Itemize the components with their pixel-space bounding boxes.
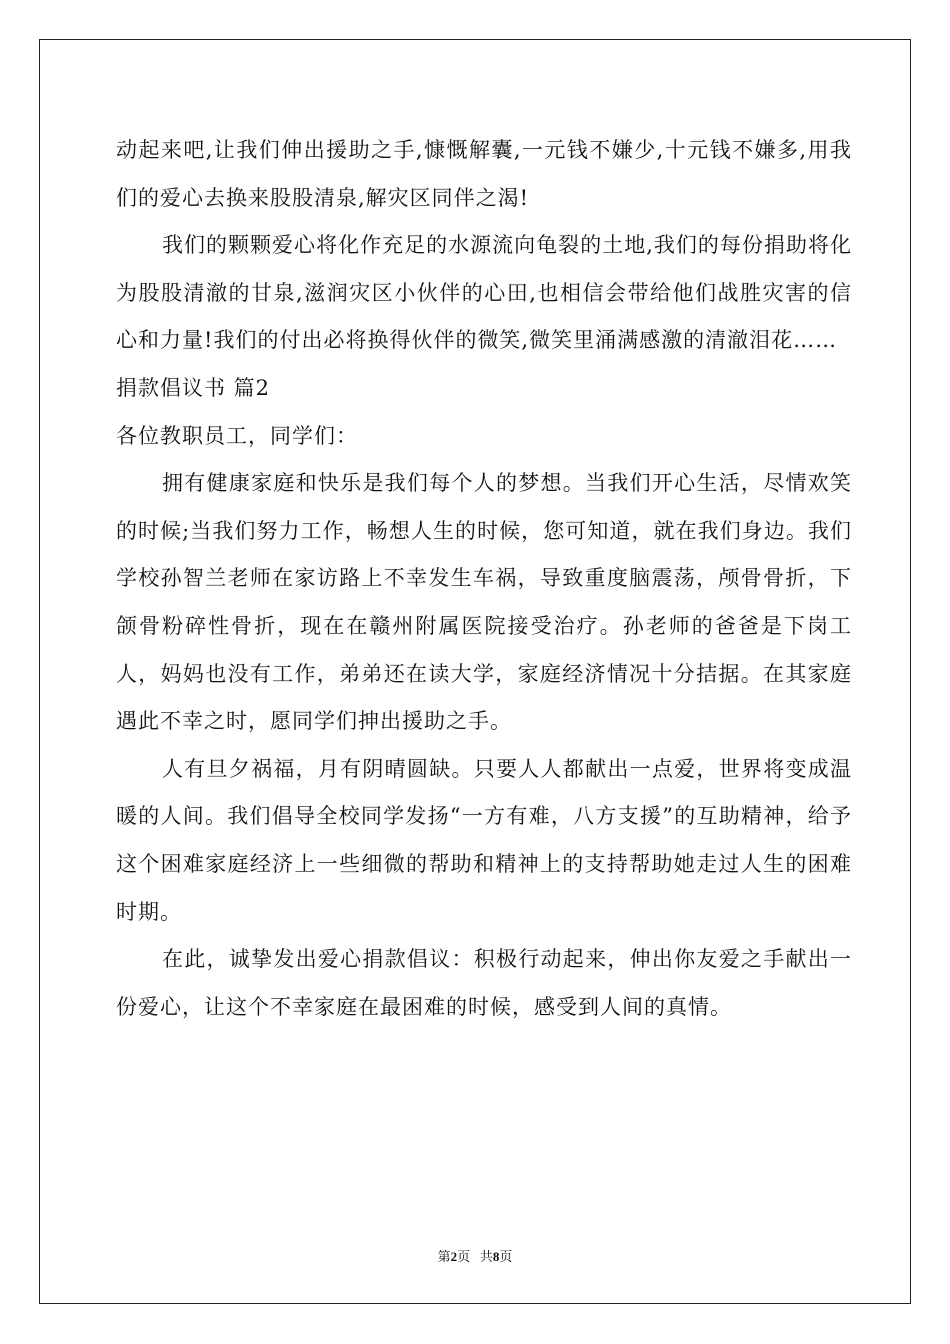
paragraph-7: 在此，诚挚发出爱心捐款倡议：积极行动起来，伸出你友爱之手献出一份爱心，让这个不幸家庭在最困难的时候，感受到人间的真情。 (116, 947, 852, 1019)
paragraph-2: 我们的颗颗爱心将化作充足的水源流向龟裂的土地,我们的每份捐助将化为股股清澈的甘泉,滋润灾区小伙伴的心田,也相信会带给他们战胜灾害的信心和力量!我们的付出必将换得伙伴的微笑,微笑里涌满感激的清澈泪花…… (116, 233, 852, 353)
page-number: 2 (450, 1249, 458, 1264)
total-pages: 8 (492, 1249, 500, 1264)
page-prefix: 第 (437, 1249, 451, 1264)
page-suffix: 页 (457, 1249, 471, 1264)
document-body (116, 127, 852, 1031)
salutation: 各位教职员工，同学们： (116, 423, 358, 448)
paragraph-1: 动起来吧,让我们伸出援助之手,慷慨解囊,一元钱不嫌少,十元钱不嫌多,用我们的爱心去换来股股清泉,解灾区同伴之渴! (116, 138, 852, 210)
paragraph-6: 人有旦夕祸福，月有阴晴圆缺。只要人人都献出一点爱，世界将变成温暖的人间。我们倡导全校同学发扬“一方有难，八方支援”的互助精神，给予这个困难家庭经济上一些细微的帮助和精神上的支持帮助她走过人生的困难时期。 (116, 756, 852, 924)
total-suffix: 页 (499, 1249, 513, 1264)
total-prefix: 共 (479, 1249, 493, 1264)
page-footer (0, 1246, 950, 1265)
section-heading: 捐款倡议书 篇2 (116, 375, 271, 400)
paragraph-5: 拥有健康家庭和快乐是我们每个人的梦想。当我们开心生活，尽情欢笑的时候;当我们努力工作，畅想人生的时候，您可知道，就在我们身边。我们学校孙智兰老师在家访路上不幸发生车祸，导致重度脑震荡，颅骨骨折，下颌骨粉碎性骨折，现在在赣州附属医院接受治疗。孙老师的爸爸是下岗工人，妈妈也没有工作，弟弟还在读大学，家庭经济情况十分拮据。在其家庭遇此不幸之时，愿同学们抻出援助之手。 (116, 471, 852, 734)
